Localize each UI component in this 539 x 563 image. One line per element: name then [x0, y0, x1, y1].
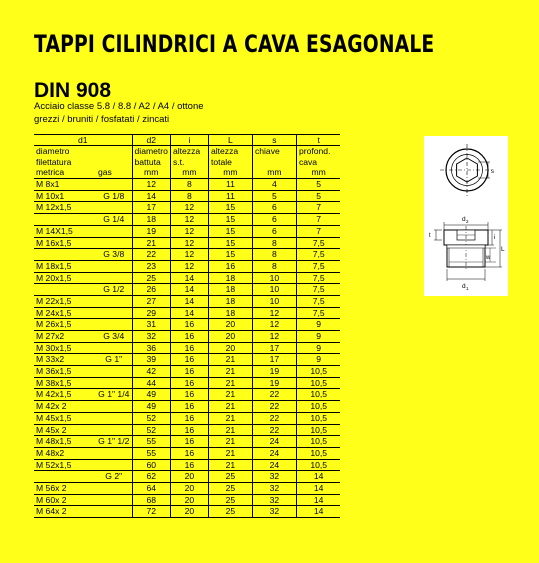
unit-d2: mm — [132, 167, 170, 178]
cell-l: 15 — [208, 202, 252, 214]
cell-d2: 42 — [132, 366, 170, 378]
header-desc-l: altezza — [208, 146, 252, 157]
cell-t: 14 — [296, 482, 340, 494]
cell-s: 24 — [252, 459, 296, 471]
cell-s: 10 — [252, 284, 296, 296]
cell-d2: 26 — [132, 284, 170, 296]
cell-i: 20 — [170, 506, 208, 518]
cell-metric: M 16x1,5 — [34, 237, 96, 249]
cell-t: 10,5 — [296, 377, 340, 389]
cell-t: 7,5 — [296, 260, 340, 272]
cell-i: 8 — [170, 190, 208, 202]
cell-gas — [96, 295, 132, 307]
cell-i: 16 — [170, 424, 208, 436]
cell-gas — [96, 272, 132, 284]
cell-i: 16 — [170, 447, 208, 459]
table-row — [34, 354, 340, 366]
header-desc-d1: diametro — [36, 146, 70, 157]
cell-s: 22 — [252, 424, 296, 436]
cell-d2: 60 — [132, 459, 170, 471]
cell-t: 10,5 — [296, 436, 340, 448]
cell-l: 16 — [208, 260, 252, 272]
table-row — [34, 366, 340, 378]
cell-t: 14 — [296, 494, 340, 506]
header-desc-d2: diametro — [132, 146, 170, 157]
table-units-row — [34, 167, 340, 178]
header-desc2-i: s.t. — [170, 157, 208, 168]
cell-metric: M 24x1,5 — [34, 307, 96, 319]
table-header-line2 — [34, 157, 340, 168]
cell-metric: M 8x1 — [34, 179, 96, 191]
cell-gas: G 1" 1/2 — [96, 436, 132, 448]
label-d2: d — [462, 216, 466, 223]
unit-l: mm — [208, 167, 252, 178]
cell-t: 7,5 — [296, 272, 340, 284]
cell-d2: 19 — [132, 225, 170, 237]
cell-t: 5 — [296, 190, 340, 202]
cell-metric: M 18x1,5 — [34, 260, 96, 272]
cell-l: 18 — [208, 307, 252, 319]
table-row — [34, 272, 340, 284]
cell-d2: 39 — [132, 354, 170, 366]
cell-d2: 64 — [132, 482, 170, 494]
table-header-line1 — [34, 146, 340, 157]
table-row — [34, 331, 340, 343]
cell-i: 16 — [170, 389, 208, 401]
cell-i: 12 — [170, 214, 208, 226]
cell-s: 12 — [252, 307, 296, 319]
cell-metric: M 33x2 — [34, 354, 96, 366]
table-row — [34, 471, 340, 483]
table-row — [34, 319, 340, 331]
cell-metric: M 64x 2 — [34, 506, 96, 518]
cell-t: 9 — [296, 319, 340, 331]
cell-t: 9 — [296, 331, 340, 343]
cell-t: 10,5 — [296, 424, 340, 436]
cell-d2: 27 — [132, 295, 170, 307]
header-desc2-t: cava — [296, 157, 340, 168]
cell-metric: M 10x1 — [34, 190, 96, 202]
table-row — [34, 401, 340, 413]
unit-gas: gas — [96, 167, 132, 178]
cell-d2: 55 — [132, 436, 170, 448]
cell-metric: M 60x 2 — [34, 494, 96, 506]
cell-d2: 68 — [132, 494, 170, 506]
cell-l: 25 — [208, 506, 252, 518]
din-standard: DIN 908 — [34, 79, 112, 102]
cell-s: 6 — [252, 202, 296, 214]
cell-gas — [96, 366, 132, 378]
cell-s: 32 — [252, 494, 296, 506]
cell-metric: M 26x1,5 — [34, 319, 96, 331]
cell-i: 14 — [170, 295, 208, 307]
cell-t: 9 — [296, 342, 340, 354]
cell-metric: M 20x1,5 — [34, 272, 96, 284]
cell-t: 14 — [296, 506, 340, 518]
label-d1: d — [462, 283, 466, 290]
cell-s: 6 — [252, 214, 296, 226]
cell-l: 21 — [208, 354, 252, 366]
header-desc-s: chiave — [252, 146, 296, 157]
cell-t: 7 — [296, 214, 340, 226]
cell-s: 17 — [252, 354, 296, 366]
cell-metric: M 30x1,5 — [34, 342, 96, 354]
label-d1-sub: 1 — [466, 286, 469, 291]
cell-i: 20 — [170, 471, 208, 483]
cell-gas: G 3/8 — [96, 249, 132, 261]
header-l: L — [208, 135, 252, 146]
cell-d2: 29 — [132, 307, 170, 319]
cell-metric: M 38x1,5 — [34, 377, 96, 389]
cell-d2: 44 — [132, 377, 170, 389]
cell-t: 7 — [296, 225, 340, 237]
table-row — [34, 225, 340, 237]
header-desc2-l: totale — [208, 157, 252, 168]
cell-l: 18 — [208, 284, 252, 296]
header-t: t — [296, 135, 340, 146]
table-body — [34, 179, 340, 518]
cell-metric: M 48x1,5 — [34, 436, 96, 448]
cell-s: 32 — [252, 471, 296, 483]
cell-l: 21 — [208, 366, 252, 378]
cell-s: 10 — [252, 295, 296, 307]
cell-s: 19 — [252, 377, 296, 389]
cell-metric: M 12x1,5 — [34, 202, 96, 214]
cell-l: 25 — [208, 494, 252, 506]
cell-metric — [34, 471, 96, 483]
table-row — [34, 307, 340, 319]
cell-t: 7,5 — [296, 284, 340, 296]
cell-s: 5 — [252, 190, 296, 202]
cell-d2: 62 — [132, 471, 170, 483]
cell-d2: 18 — [132, 214, 170, 226]
label-s: s — [491, 169, 494, 175]
table-row — [34, 447, 340, 459]
table-row — [34, 237, 340, 249]
cell-d2: 25 — [132, 272, 170, 284]
cell-gas — [96, 482, 132, 494]
cell-metric — [34, 249, 96, 261]
cell-t: 7 — [296, 202, 340, 214]
cell-gas — [96, 494, 132, 506]
table-row — [34, 459, 340, 471]
header-desc-i: altezza — [170, 146, 208, 157]
table-row — [34, 284, 340, 296]
dimensions-table — [34, 134, 340, 518]
cell-gas: G 1" 1/4 — [96, 389, 132, 401]
cell-d2: 23 — [132, 260, 170, 272]
cell-s: 10 — [252, 272, 296, 284]
cell-d2: 52 — [132, 424, 170, 436]
cell-s: 6 — [252, 225, 296, 237]
material-line: Acciaio classe 5.8 / 8.8 / A2 / A4 / ottone — [34, 101, 204, 112]
cell-i: 16 — [170, 366, 208, 378]
side-view — [429, 216, 505, 291]
table-row — [34, 412, 340, 424]
cell-s: 12 — [252, 319, 296, 331]
cell-t: 10,5 — [296, 459, 340, 471]
cell-s: 24 — [252, 436, 296, 448]
cell-gas — [96, 459, 132, 471]
plug-drawing-svg — [424, 136, 508, 296]
cell-gas — [96, 225, 132, 237]
cell-gas — [96, 260, 132, 272]
cell-metric: M 22x1,5 — [34, 295, 96, 307]
cell-s: 22 — [252, 401, 296, 413]
unit-metrica: metrica — [34, 167, 96, 178]
cell-i: 16 — [170, 354, 208, 366]
cell-s: 22 — [252, 389, 296, 401]
table-row — [34, 424, 340, 436]
cell-d2: 22 — [132, 249, 170, 261]
cell-d2: 12 — [132, 179, 170, 191]
cell-i: 12 — [170, 225, 208, 237]
cell-i: 16 — [170, 401, 208, 413]
cell-s: 32 — [252, 506, 296, 518]
cell-gas — [96, 202, 132, 214]
label-w: w — [486, 255, 491, 261]
cell-l: 15 — [208, 249, 252, 261]
cell-s: 32 — [252, 482, 296, 494]
cell-t: 14 — [296, 471, 340, 483]
cell-l: 20 — [208, 342, 252, 354]
table-row — [34, 202, 340, 214]
cell-l: 18 — [208, 295, 252, 307]
cell-i: 14 — [170, 272, 208, 284]
cell-s: 24 — [252, 447, 296, 459]
cell-t: 7,5 — [296, 307, 340, 319]
cell-gas: G 3/4 — [96, 331, 132, 343]
cell-l: 20 — [208, 319, 252, 331]
cell-gas — [96, 342, 132, 354]
cell-l: 25 — [208, 471, 252, 483]
unit-s: mm — [252, 167, 296, 178]
cell-s: 8 — [252, 249, 296, 261]
cell-t: 10,5 — [296, 447, 340, 459]
cell-s: 17 — [252, 342, 296, 354]
cell-gas — [96, 237, 132, 249]
cell-s: 19 — [252, 366, 296, 378]
cell-l: 11 — [208, 179, 252, 191]
cell-gas: G 2" — [96, 471, 132, 483]
cell-d2: 55 — [132, 447, 170, 459]
cell-gas: G 1/2 — [96, 284, 132, 296]
cell-d2: 32 — [132, 331, 170, 343]
cell-d2: 72 — [132, 506, 170, 518]
cell-gas — [96, 424, 132, 436]
cell-t: 9 — [296, 354, 340, 366]
table-row — [34, 260, 340, 272]
cell-i: 8 — [170, 179, 208, 191]
cell-gas — [96, 307, 132, 319]
cell-l: 21 — [208, 401, 252, 413]
cell-metric: M 48x2 — [34, 447, 96, 459]
cell-l: 21 — [208, 412, 252, 424]
header-desc-t: profond. — [296, 146, 340, 157]
cell-t: 7,5 — [296, 237, 340, 249]
cell-i: 16 — [170, 319, 208, 331]
cell-i: 16 — [170, 459, 208, 471]
table-row — [34, 342, 340, 354]
table-row — [34, 436, 340, 448]
header-d2: d2 — [132, 135, 170, 146]
cell-metric: M 27x2 — [34, 331, 96, 343]
technical-drawing — [424, 136, 508, 296]
cell-i: 12 — [170, 237, 208, 249]
label-i: i — [494, 235, 496, 241]
cell-metric: M 56x 2 — [34, 482, 96, 494]
label-d2-sub: 2 — [466, 219, 469, 224]
cell-gas — [96, 412, 132, 424]
cell-d2: 31 — [132, 319, 170, 331]
table-row — [34, 249, 340, 261]
cell-i: 16 — [170, 436, 208, 448]
cell-i: 16 — [170, 377, 208, 389]
cell-i: 12 — [170, 260, 208, 272]
cell-l: 25 — [208, 482, 252, 494]
cell-i: 12 — [170, 249, 208, 261]
cell-d2: 21 — [132, 237, 170, 249]
header-desc2-d2: battuta — [132, 157, 170, 168]
cell-gas: G 1/8 — [96, 190, 132, 202]
cell-l: 21 — [208, 377, 252, 389]
cell-gas: G 1" — [96, 354, 132, 366]
cell-l: 21 — [208, 436, 252, 448]
table-row — [34, 482, 340, 494]
top-view — [440, 144, 494, 196]
cell-t: 10,5 — [296, 366, 340, 378]
unit-t: mm — [296, 167, 340, 178]
table-row — [34, 494, 340, 506]
cell-s: 22 — [252, 412, 296, 424]
cell-d2: 17 — [132, 202, 170, 214]
cell-gas — [96, 401, 132, 413]
header-desc2-d1: filettatura — [36, 156, 72, 167]
cell-l: 21 — [208, 447, 252, 459]
cell-l: 18 — [208, 272, 252, 284]
cell-metric — [34, 284, 96, 296]
cell-d2: 49 — [132, 389, 170, 401]
cell-d2: 14 — [132, 190, 170, 202]
cell-i: 20 — [170, 494, 208, 506]
table-row — [34, 190, 340, 202]
cell-l: 20 — [208, 331, 252, 343]
header-desc2-s — [252, 157, 296, 168]
cell-t: 7,5 — [296, 295, 340, 307]
cell-t: 10,5 — [296, 401, 340, 413]
cell-gas: G 1/4 — [96, 214, 132, 226]
cell-l: 21 — [208, 424, 252, 436]
cell-s: 4 — [252, 179, 296, 191]
cell-i: 16 — [170, 412, 208, 424]
cell-d2: 36 — [132, 342, 170, 354]
cell-gas — [96, 319, 132, 331]
cell-i: 14 — [170, 307, 208, 319]
table-row — [34, 377, 340, 389]
cell-i: 20 — [170, 482, 208, 494]
cell-s: 12 — [252, 331, 296, 343]
cell-s: 8 — [252, 260, 296, 272]
header-i: i — [170, 135, 208, 146]
cell-d2: 49 — [132, 401, 170, 413]
cell-metric: M 42x 2 — [34, 401, 96, 413]
cell-metric: M 45x 2 — [34, 424, 96, 436]
cell-l: 21 — [208, 389, 252, 401]
cell-metric: M 52x1,5 — [34, 459, 96, 471]
table-row — [34, 506, 340, 518]
cell-i: 14 — [170, 284, 208, 296]
cell-metric: M 36x1,5 — [34, 366, 96, 378]
table-top-header — [34, 135, 340, 146]
cell-l: 21 — [208, 459, 252, 471]
cell-l: 15 — [208, 237, 252, 249]
table-row — [34, 179, 340, 191]
cell-gas — [96, 447, 132, 459]
cell-i: 12 — [170, 202, 208, 214]
table-row — [34, 389, 340, 401]
cell-s: 8 — [252, 237, 296, 249]
cell-gas — [96, 179, 132, 191]
unit-i: mm — [170, 167, 208, 178]
label-t: t — [429, 233, 431, 239]
cell-metric: M 14X1,5 — [34, 225, 96, 237]
header-s: s — [252, 135, 296, 146]
cell-i: 16 — [170, 331, 208, 343]
cell-t: 10,5 — [296, 412, 340, 424]
cell-l: 15 — [208, 214, 252, 226]
cell-i: 16 — [170, 342, 208, 354]
cell-t: 10,5 — [296, 389, 340, 401]
finish-line: grezzi / bruniti / fosfatati / zincati — [34, 114, 170, 125]
cell-metric: M 42x1,5 — [34, 389, 96, 401]
table-row — [34, 214, 340, 226]
cell-l: 11 — [208, 190, 252, 202]
cell-d2: 52 — [132, 412, 170, 424]
cell-l: 15 — [208, 225, 252, 237]
label-l: L — [501, 246, 505, 253]
cell-t: 5 — [296, 179, 340, 191]
page-title: TAPPI CILINDRICI A CAVA ESAGONALE — [34, 30, 435, 58]
cell-metric: M 45x1,5 — [34, 412, 96, 424]
cell-metric — [34, 214, 96, 226]
cell-t: 7,5 — [296, 249, 340, 261]
header-d1: d1 — [34, 135, 132, 146]
table-row — [34, 295, 340, 307]
cell-gas — [96, 377, 132, 389]
cell-gas — [96, 506, 132, 518]
